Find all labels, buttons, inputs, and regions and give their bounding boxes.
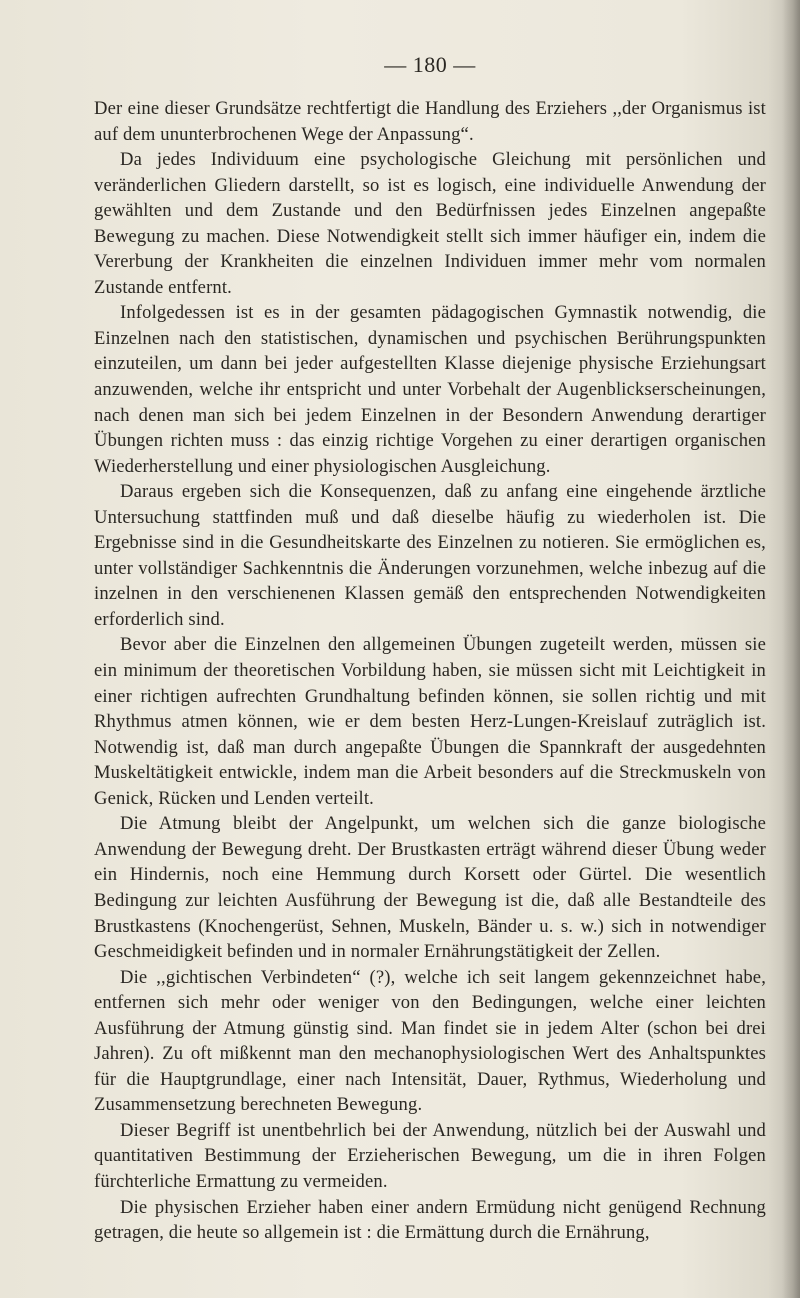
paragraph: Die ,,gichtischen Verbindeten“ (?), welche ich seit langem gekennzeichnet habe, entfernen sich mehr oder weniger von den Bedingungen, welche einer leichten Ausführung der Atmung günstig sind. Man findet sie in jedem Alter (schon bei drei Jahren). Zu oft mißkennt man den mechanophysiologischen Wert des Anhaltspunktes für die Hauptgrundlage, einer nach Intensität, Dauer, Rythmus, Wiederholung und Zusammensetzung berechneten Bewegung.	[94, 966, 766, 1116]
body-text	[94, 96, 766, 1246]
paragraph: Die Atmung bleibt der Angelpunkt, um welchen sich die ganze biologische Anwendung der Bewegung dreht. Der Brustkasten erträgt während dieser Übung weder ein Hindernis, noch eine Hemmung durch Korsett oder Gürtel. Die wesentlich Bedingung zur leichten Ausführung der Bewegung ist die, daß alle Bestandteile des Brustkastens (Knochengerüst, Sehnen, Muskeln, Bänder u. s. w.) sich in notwendiger Geschmeidigkeit befinden und in normaler Ernährungstätigkeit der Zellen.	[94, 813, 766, 963]
page-edge-shadow	[782, 0, 800, 1298]
paragraph: Die physischen Erzieher haben einer andern Ermüdung nicht genügend Rechnung getragen, die heute so allgemein ist : die Ermättung durch die Ernährung,	[94, 1196, 766, 1244]
paragraph: Bevor aber die Einzelnen den allgemeinen Übungen zugeteilt werden, müssen sie ein minimum der theoretischen Vorbildung haben, sie müssen sicht mit Leichtigkeit in einer richtigen aufrechten Grundhaltung befinden können, sie sollen richtig und mit Rhythmus atmen können, wie er dem besten Herz-Lungen-Kreislauf zuträglich ist. Notwendig ist, daß man durch angepaßte Übungen die Spannkraft der ausgedehnten Muskeltätigkeit entwickle, indem man die Arbeit besonders auf die Streckmuskeln von Genick, Rücken und Lenden verteilt.	[94, 634, 766, 809]
paragraph: Da jedes Individuum eine psychologische Gleichung mit persönlichen und veränderlichen Gliedern darstellt, so ist es logisch, eine individuelle Anwendung der gewählten und dem Zustande und den Bedürfnissen jedes Einzelnen angepaßte Bewegung zu machen. Diese Notwendigkeit stellt sich immer häufiger ein, indem die Vererbung der Krankheiten die einzelnen Individuen immer mehr vom normalen Zustande entfernt.	[94, 149, 766, 298]
page-number: — 180 —	[384, 52, 476, 77]
paragraph: Infolgedessen ist es in der gesamten pädagogischen Gymnastik notwendig, die Einzelnen nach den statistischen, dynamischen und psychischen Berührungspunkten einzuteilen, um dann bei jeder aufgestellten Klasse diejenige physische Erziehungsart anzuwenden, welche ihr entspricht und unter Vorbehalt der Augenblickserscheinungen, nach denen man sich bei jedem Einzelnen in der Besondern Anwendung derartiger Übungen richten muss : das einzig richtige Vorgehen zu einer derartigen organischen Wiederherstellung und einer physiologischen Ausgleichung.	[94, 302, 766, 477]
paragraph: Der eine dieser Grundsätze rechtfertigt die Handlung des Erziehers ,,der Organismus ist auf dem ununterbrochenen Wege der Anpassung“.	[94, 98, 766, 145]
paragraph: Dieser Begriff ist unentbehrlich bei der Anwendung, nützlich bei der Auswahl und quantitativen Bestimmung der Erzieherischen Bewegung, um die in ihren Folgen fürchterliche Ermattung zu vermeiden.	[94, 1119, 766, 1192]
paragraph: Daraus ergeben sich die Konsequenzen, daß zu anfang eine eingehende ärztliche Untersuchung stattfinden muß und daß dieselbe häufig zu wiederholen ist. Die Ergebnisse sind in die Gesundheitskarte des Einzelnen zu notieren. Sie ermöglichen es, unter vollständiger Sachkenntnis die Änderungen vorzunehmen, welche inbezug auf die inzelnen in den verschienenen Klassen gemäß den entsprechenden Notwendigkeiten erforderlich sind.	[94, 481, 766, 630]
